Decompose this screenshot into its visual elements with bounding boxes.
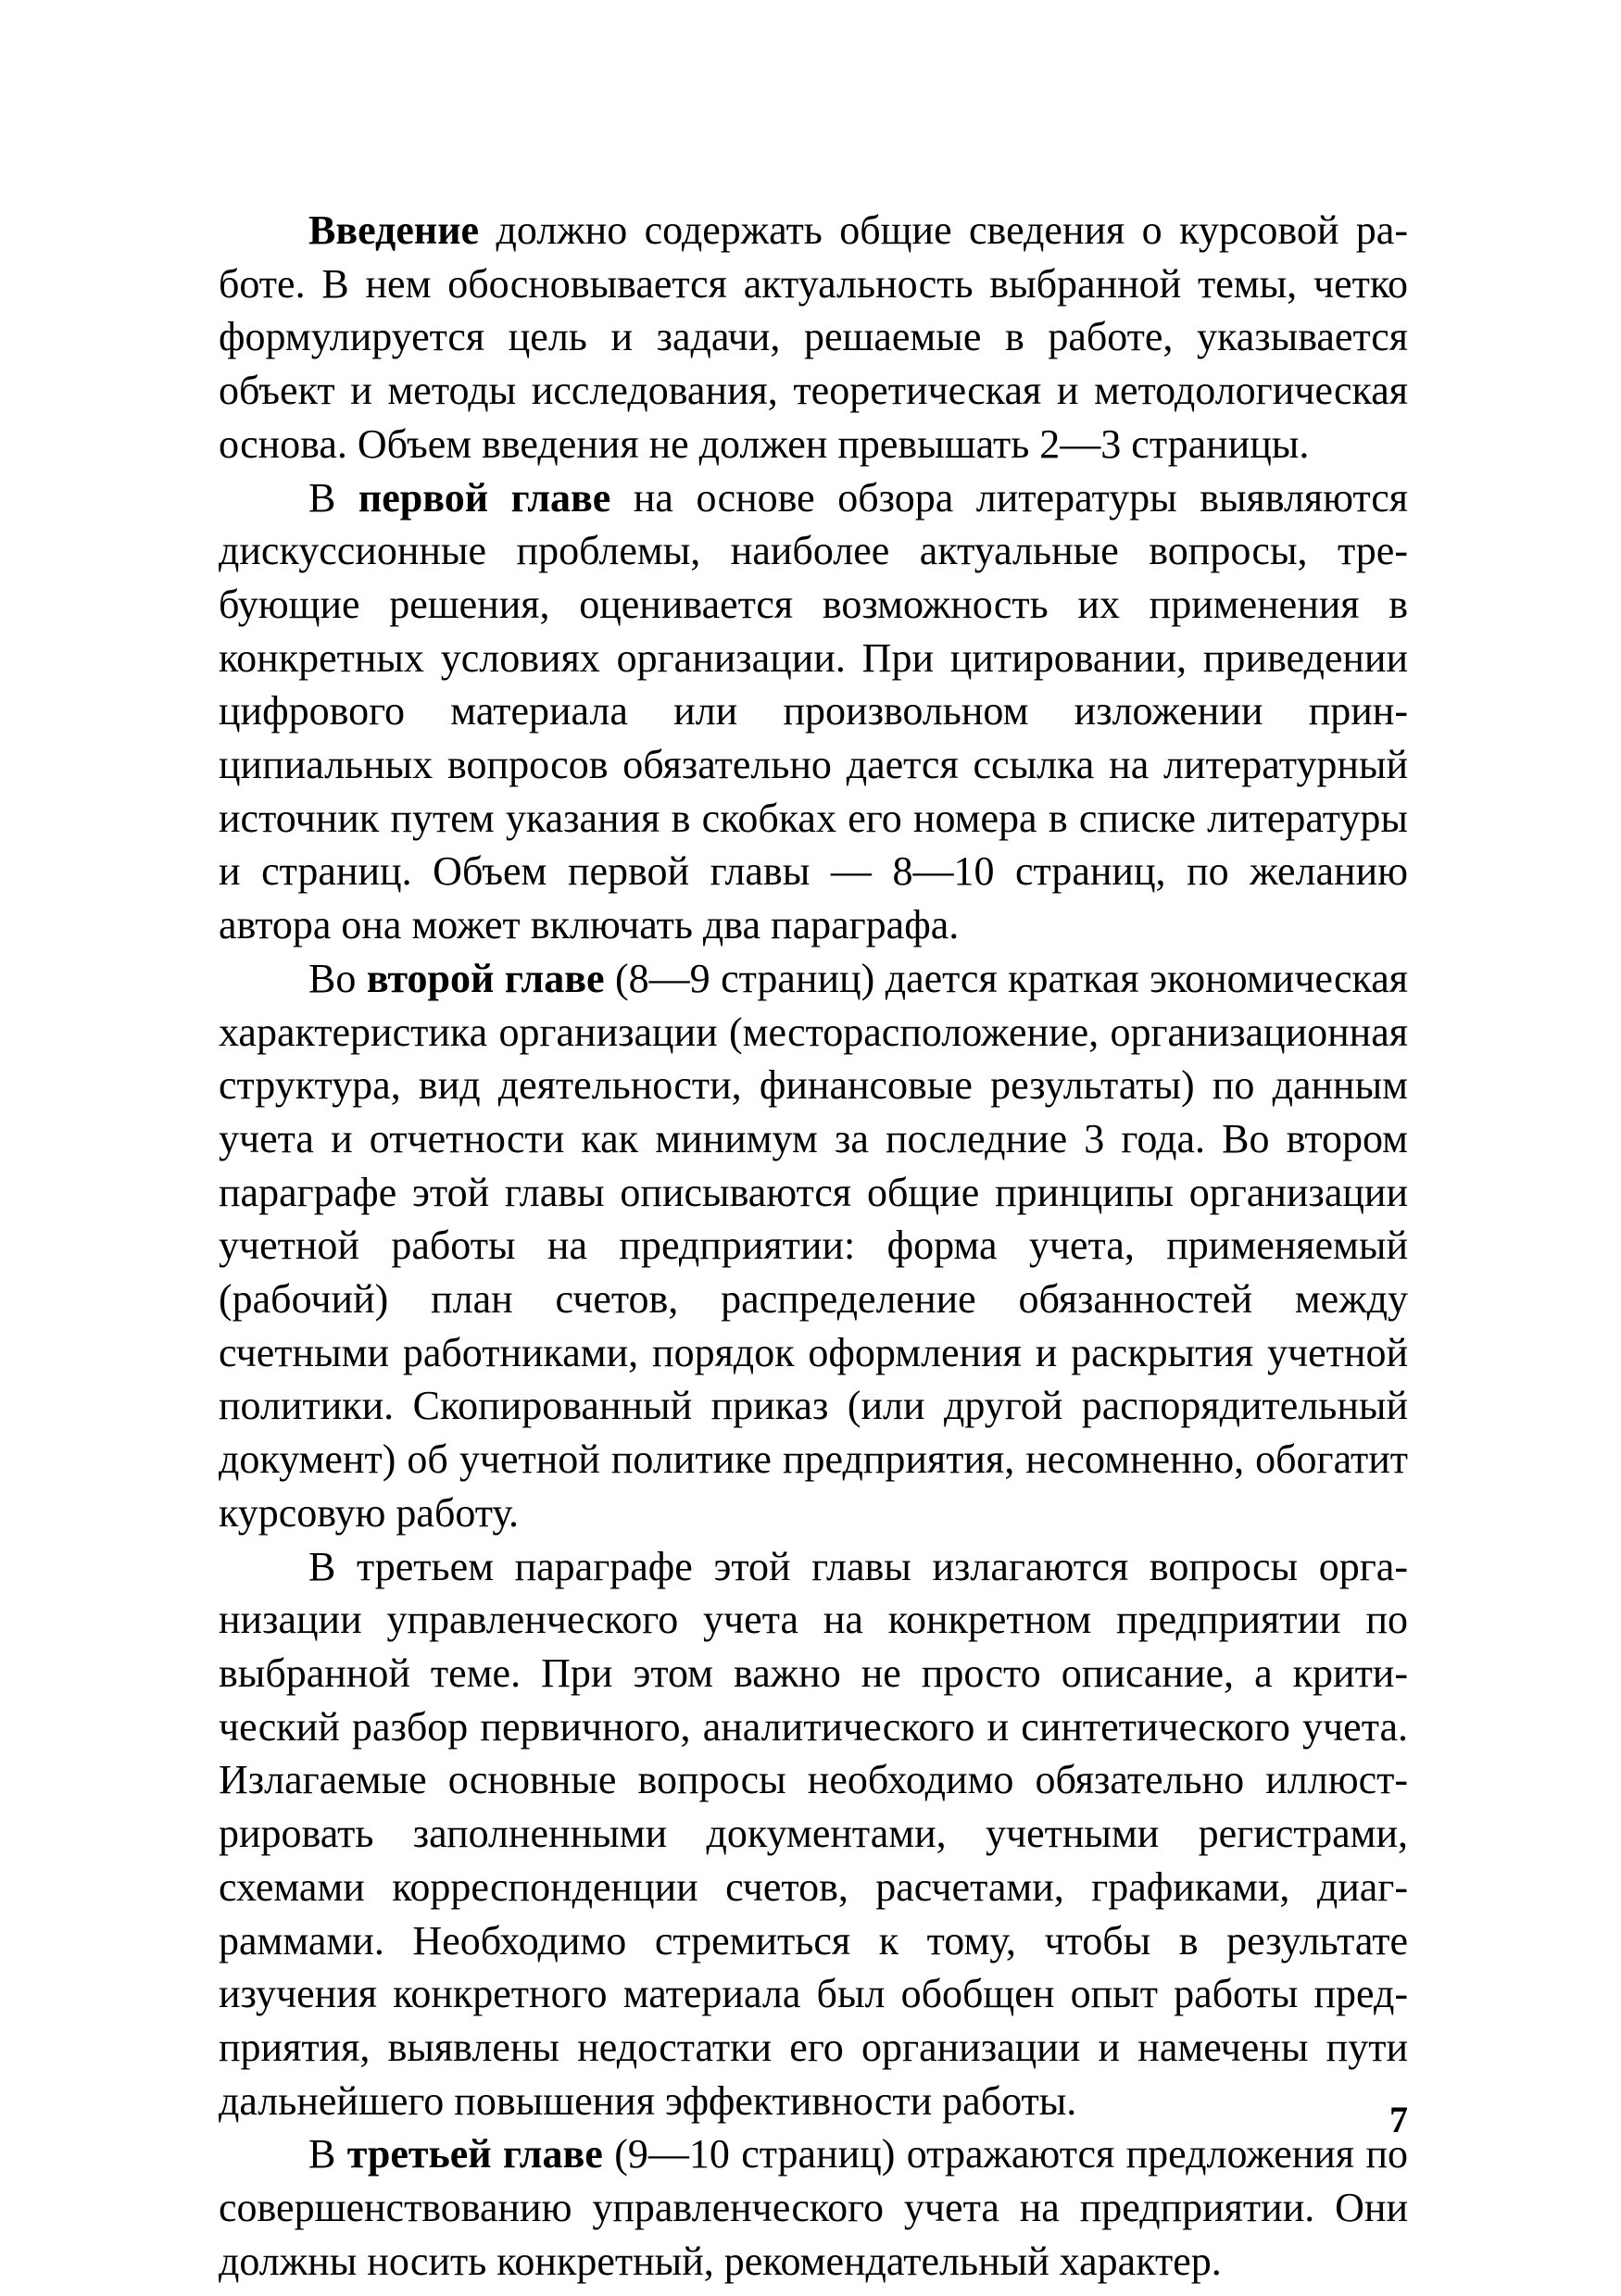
bold-term-first-chapter: первой главе — [358, 474, 611, 521]
paragraph-third-section — [219, 1540, 1408, 2128]
paragraph-third-chapter — [219, 2127, 1408, 2288]
page-body-text — [219, 204, 1408, 2288]
bold-term-second-chapter: второй главе — [366, 955, 605, 1001]
paragraph-lead: В — [308, 2131, 347, 2177]
paragraph-lead: Во — [308, 955, 367, 1001]
paragraph-text: (8—9 страниц) дается краткая экономическая характеристика организации (месторасположение, организационная структура, вид деятельности, финансовые результаты) по данным учета и отчетности как минимум за последние 3 года. Во втором параграфе этой главы описываются общие принципы организации учетной работы на предприятии: форма учета, применяемый (рабочий) план счетов, распределение обязанностей между счетными работниками, порядок оформления и раскрытия учетной политики. Скопированный приказ (или другой распорядительный документ) об учетной политике предприятия, несомненно, обогатит курсовую работу. — [219, 955, 1408, 1536]
paragraph-text: В третьем параграфе этой главы излагаются вопросы организации управленческого учета на конкретном предприятии по выбранной теме. При этом важно не просто описание, а критический разбор первичного, аналитического и синтетического учета. Излагаемые основные вопросы необходимо обязательно иллюстрировать заполненными документами, учетными регистрами, схемами корреспонденции счетов, расчетами, графиками, диаграммами. Необходимо стремиться к тому, чтобы в результате изучения конкретного материала был обобщен опыт работы предприятия, выявлены недостатки его организации и намечены пути дальнейшего повышения эффективности работы. — [219, 1543, 1408, 2124]
paragraph-first-chapter — [219, 471, 1408, 952]
paragraph-text: (9—10 страниц) отражаются предложения по совершенствованию управленческого учета на предприятии. Они должны носить конкретный, рекомендательный характер. — [219, 2131, 1408, 2284]
paragraph-text: на основе обзора литературы выявляются дискуссионные проблемы, наиболее актуальные вопросы, требующие решения, оценивается возможность их применения в конкретных условиях организации. При цитировании, приведении цифрового материала или произвольном изложении принципиальных вопросов обязательно дается ссылка на литературный источник путем указания в скобках его номера в списке литературы и страниц. Объем первой главы — 8—10 страниц, по желанию автора она может включать два параграфа. — [219, 474, 1408, 948]
bold-term-third-chapter: третьей главе — [346, 2131, 603, 2177]
bold-term-introduction: Введение — [308, 207, 480, 253]
paragraph-second-chapter — [219, 952, 1408, 1540]
paragraph-lead: В — [308, 474, 358, 521]
paragraph-text: должно содержать общие сведения о курсовой работе. В нем обосновывается актуальность выбранной темы, четко формулируется цель и задачи, решаемые в работе, указывается объект и методы исследования, теоретическая и методологическая основа. Объем введения не должен превышать 2—3 страницы. — [219, 207, 1408, 467]
paragraph-introduction — [219, 204, 1408, 471]
page-number: 7 — [1389, 2099, 1408, 2140]
